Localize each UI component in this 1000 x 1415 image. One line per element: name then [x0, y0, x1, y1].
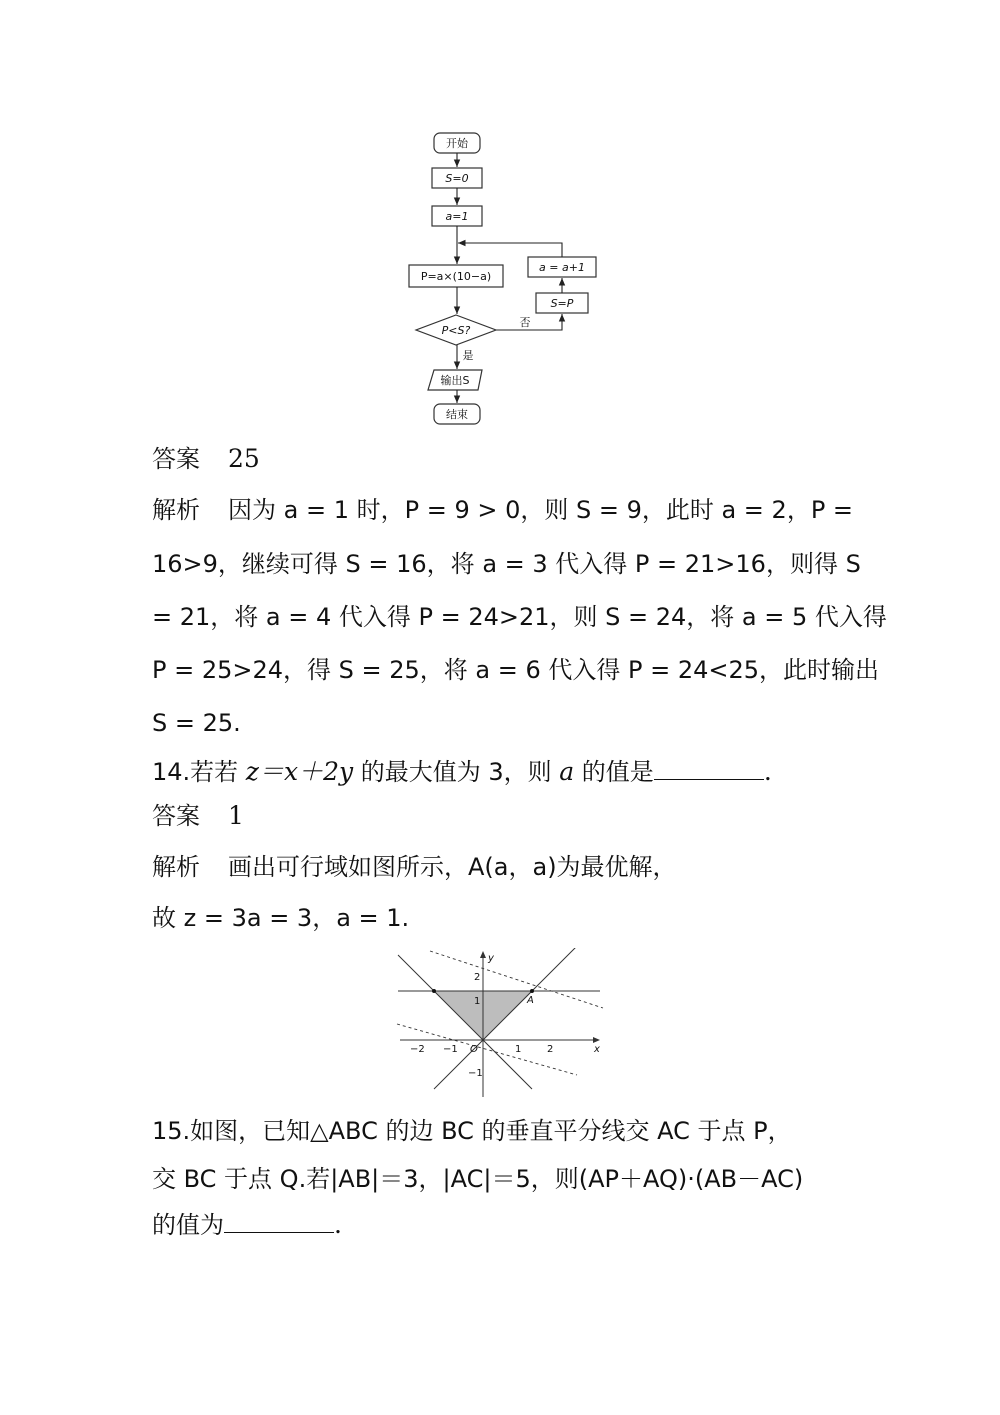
p-calc-label: P=a×(10−a) [420, 270, 492, 283]
q14-explanation-2: 故 z = 3a = 3，a = 1. [152, 904, 410, 932]
q14-stem-e: 的值是 [574, 758, 654, 786]
y-tick: −1 [468, 1068, 483, 1079]
q14-stem-d: a [559, 757, 575, 786]
output-label: 输出S [440, 374, 470, 387]
q13-explanation-3: = 21，将 a = 4 代入得 P = 24>21，则 S = 24，将 a = 5 代入得 [152, 603, 887, 631]
flowchart [400, 128, 610, 428]
start-label: 开始 [446, 137, 468, 150]
q13-explanation-4: P = 25>24，得 S = 25，将 a = 6 代入得 P = 24<25，此时输出 [152, 656, 880, 684]
y-axis-label: y [488, 953, 494, 964]
a-init-label: a=1 [445, 210, 469, 223]
q14-answer [152, 800, 244, 832]
no-label: 否 [519, 316, 531, 329]
q15-line-3-end: . [334, 1210, 342, 1239]
x-tick: 1 [515, 1044, 522, 1055]
q15-line-3-text: 的值为 [152, 1211, 224, 1239]
answer-label: 答案 [152, 445, 200, 473]
q13-answer [152, 443, 260, 475]
answer-blank[interactable] [654, 757, 764, 780]
explanation-label: 解析 [152, 853, 200, 881]
cond-label: P<S? [441, 324, 471, 337]
q14-explanation-1 [152, 851, 677, 883]
explanation-text: 因为 a = 1 时，P = 9 > 0，则 S = 9，此时 a = 2，P = [228, 496, 854, 524]
s-assign-label: S=P [550, 297, 574, 310]
x-tick: 2 [547, 1044, 554, 1055]
point-A-label: A [527, 995, 534, 1006]
point-left [432, 989, 436, 993]
q14-stem-b: z＝x＋2y [245, 757, 354, 786]
q14-stem-end: . [763, 757, 772, 786]
line-y-eq-neg-x [398, 955, 532, 1089]
q14-stem-a: 14.若若 [152, 758, 246, 786]
feasible-region-graph [390, 948, 610, 1103]
q14-stem [152, 756, 772, 788]
x-tick: −2 [410, 1044, 425, 1055]
q15-line-2: 交 BC 于点 Q.若|AB|＝3，|AC|＝5，则(AP＋AQ)·(AB－AC) [152, 1165, 804, 1193]
a-inc-label: a = a+1 [539, 261, 585, 274]
answer-value: 25 [228, 444, 260, 473]
y-tick: 1 [474, 996, 481, 1007]
x-tick: −1 [443, 1044, 458, 1055]
explanation-label: 解析 [152, 496, 200, 524]
line-y-eq-x [434, 948, 580, 1089]
yes-label: 是 [462, 349, 474, 362]
q15-line-3 [152, 1209, 342, 1241]
q13-explanation-2: 16>9，继续可得 S = 16，将 a = 3 代入得 P = 21>16，则得 S [152, 550, 861, 578]
x-axis-label: x [594, 1044, 600, 1055]
q15-line-1: 15.如图，已知△ABC 的边 BC 的垂直平分线交 AC 于点 P， [152, 1117, 792, 1145]
answer-label: 答案 [152, 802, 200, 830]
explanation-text: 画出可行域如图所示，A(a，a)为最优解， [228, 853, 677, 881]
y-tick: 2 [474, 972, 481, 983]
answer-value: 1 [228, 801, 244, 830]
end-label: 结束 [446, 408, 468, 421]
answer-blank[interactable] [224, 1210, 334, 1233]
q14-stem-c: 的最大值为 3，则 [353, 758, 560, 786]
s-init-label: S=0 [445, 172, 469, 185]
q13-explanation-1 [152, 494, 853, 526]
q13-explanation-5: S = 25. [152, 709, 241, 737]
point-A [530, 989, 534, 993]
origin-label: O [470, 1044, 478, 1055]
